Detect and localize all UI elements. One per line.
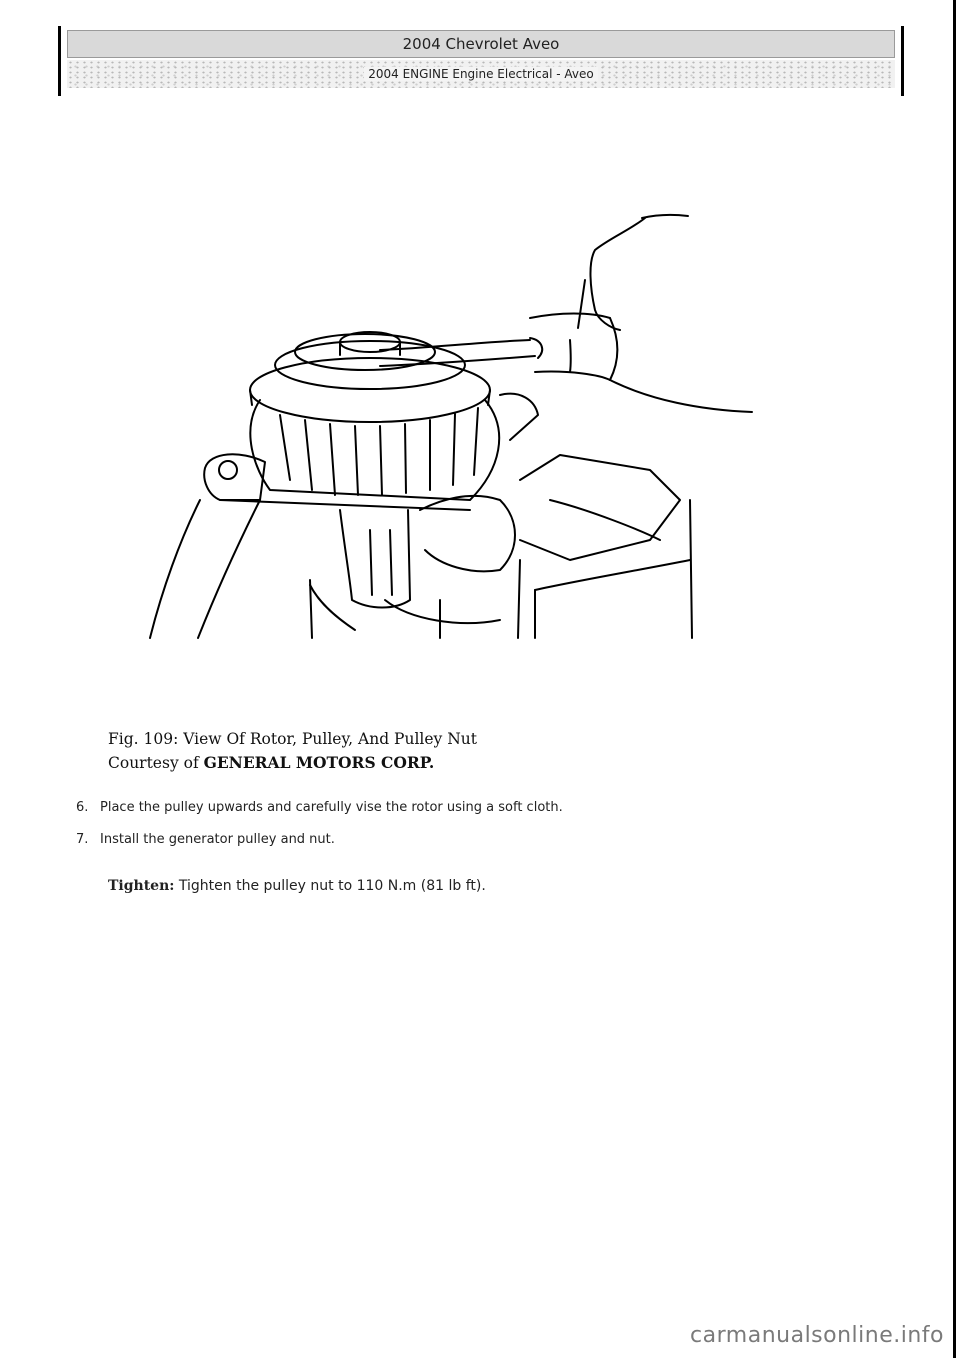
step-number: 7. xyxy=(76,832,89,847)
caption-courtesy-prefix: Courtesy of xyxy=(108,754,204,772)
caption-courtesy-name: GENERAL MOTORS CORP. xyxy=(203,753,435,772)
header-subtitle: 2004 ENGINE Engine Electrical - Aveo xyxy=(364,67,598,81)
header-subtitle-band xyxy=(67,60,895,88)
tighten-label: Tighten: xyxy=(108,878,175,894)
generator-pulley-illustration xyxy=(140,200,760,640)
header-title: 2004 Chevrolet Aveo xyxy=(402,35,560,53)
step-text: Place the pulley upwards and carefully vise the rotor using a soft cloth. xyxy=(100,800,563,815)
page-header xyxy=(58,26,904,96)
page-right-border xyxy=(953,0,956,1358)
step-text: Install the generator pulley and nut. xyxy=(100,832,335,847)
step-number: 6. xyxy=(76,800,89,815)
tighten-spec xyxy=(108,878,486,894)
header-title-band xyxy=(67,30,895,58)
procedure-step xyxy=(76,800,563,815)
procedure-step xyxy=(76,832,335,847)
caption-line1: Fig. 109: View Of Rotor, Pulley, And Pulley Nut xyxy=(108,730,477,748)
caption-line2 xyxy=(108,751,477,775)
figure-caption xyxy=(108,728,477,775)
watermark: carmanualsonline.info xyxy=(690,1323,944,1348)
tighten-text: Tighten the pulley nut to 110 N.m (81 lb ft). xyxy=(174,878,486,894)
